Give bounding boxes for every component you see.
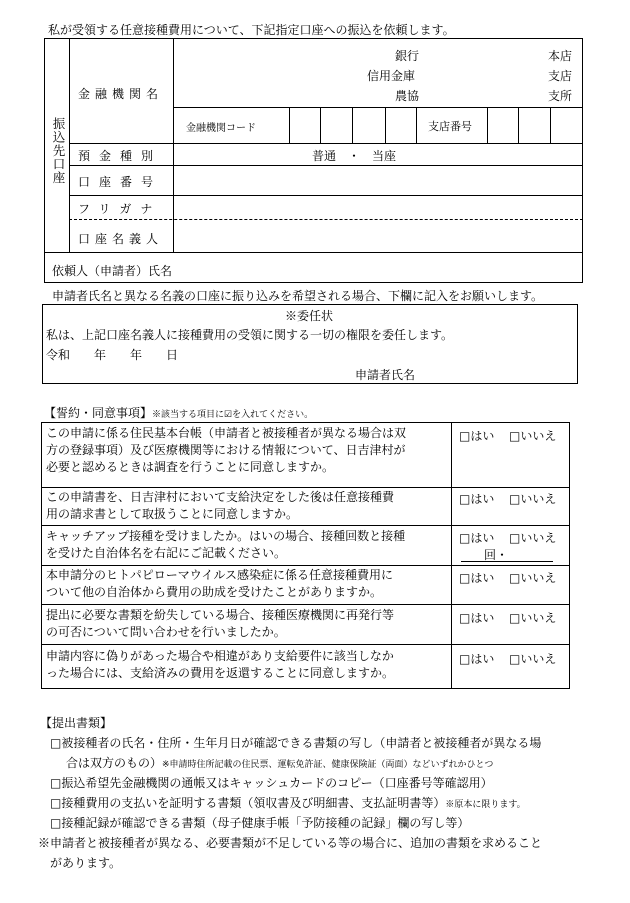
- pledge-row-4-text: 本申請分のヒトパピローマウイルス感染症に係る任意接種費用に ついて他の自治体から費用の助成を受けたことがありますか。: [46, 568, 394, 599]
- account-type-label: 預金種別: [78, 149, 163, 163]
- institution-label: 金融機関名: [78, 87, 164, 101]
- pledge-row-5-no-checkbox[interactable]: □いいえ: [509, 611, 557, 625]
- bank-suffix-agri: 農協: [395, 89, 420, 103]
- pledge-row-5-text: 提出に必要な書類を紛失している場合、接種医療機関に再発行等 の可否について問い合わせを行いましたか。: [46, 608, 395, 639]
- institution-code-label: 金融機関コード: [186, 123, 256, 134]
- branch-suffix-branch: 支店: [548, 69, 573, 83]
- pledge-row-4-no-checkbox[interactable]: □いいえ: [509, 571, 557, 585]
- documents-footnote-cont: があります。: [50, 856, 122, 870]
- branch-suffix-main: 本店: [548, 49, 573, 63]
- bank-side-label: 振込先口座: [51, 117, 66, 185]
- branch-suffix-office: 支所: [548, 89, 573, 103]
- account-holder-label: 口座名義人: [78, 232, 164, 246]
- document-item-4[interactable]: □接種記録が確認できる書類（母子健康手帳「予防接種の記録」欄の写し等）: [50, 816, 470, 830]
- requester-label: 依頼人（申請者）氏名: [52, 264, 173, 278]
- account-number-label: 口座番号: [78, 175, 163, 189]
- document-item-3[interactable]: □接種費用の支払いを証明する書類（領収書及び明細書、支払証明書等）※原本に限ります。: [50, 796, 526, 810]
- furigana-label: フリガナ: [78, 202, 162, 216]
- bank-suffix-credit-union: 信用金庫: [367, 69, 416, 83]
- pledge-row-6-yes-checkbox[interactable]: □はい: [459, 652, 495, 666]
- delegation-title: ※委任状: [285, 309, 334, 323]
- delegation-signature-label: 申請者氏名: [355, 368, 416, 382]
- bank-suffix-bank: 銀行: [395, 49, 420, 63]
- pledge-row-1-no-checkbox[interactable]: □いいえ: [509, 429, 557, 443]
- document-item-1[interactable]: □被接種者の氏名・住所・生年月日が確認できる書類の写し（申請者と被接種者が異なる場: [50, 736, 542, 750]
- pledge-row-6-no-checkbox[interactable]: □いいえ: [509, 652, 557, 666]
- delegation-note: 申請者氏名と異なる名義の口座に振り込みを希望される場合、下欄に記入をお願いします。: [52, 289, 544, 303]
- pledge-row-3-count-field[interactable]: 回・: [484, 548, 509, 562]
- branch-code-label: 支店番号: [428, 120, 472, 133]
- pledge-note: ※該当する項目に☑を入れてください。: [152, 410, 314, 420]
- pledge-title: 【誓約・同意事項】: [44, 406, 153, 420]
- pledge-row-3-text: キャッチアップ接種を受けましたか。はいの場合、接種回数と接種 を受けた自治体名を右記にご記載ください。: [46, 529, 406, 560]
- pledge-row-2-text: この申請書を、日吉津村において支給決定をした後は任意接種費 用の請求書として取扱うことに同意しますか。: [46, 490, 395, 521]
- pledge-row-1-yes-checkbox[interactable]: □はい: [459, 429, 495, 443]
- pledge-row-6-text: 申請内容に偽りがあった場合や相違があり支給要件に該当しなか った場合には、支給済みの費用を返還することに同意しますか。: [46, 649, 395, 680]
- document-item-2[interactable]: □振込希望先金融機関の通帳又はキャッシュカードのコピー（口座番号等確認用）: [50, 776, 493, 790]
- pledge-row-2-no-checkbox[interactable]: □いいえ: [509, 492, 557, 506]
- pledge-row-5-yes-checkbox[interactable]: □はい: [459, 611, 495, 625]
- pledge-row-3-no-checkbox[interactable]: □いいえ: [509, 531, 557, 545]
- documents-footnote: ※申請者と被接種者が異なる、必要書類が不足している等の場合に、追加の書類を求めること: [38, 836, 543, 850]
- pledge-row-3-yes-checkbox[interactable]: □はい: [459, 531, 495, 545]
- delegation-body: 私は、上記口座名義人に接種費用の受領に関する一切の権限を委任します。: [46, 328, 454, 342]
- document-item-1-cont: 合は双方のもの）※申請時住所記載の住民票、運転免許証、健康保険証（両面）などいずれかひとつ: [66, 756, 494, 770]
- pledge-row-4-yes-checkbox[interactable]: □はい: [459, 571, 495, 585]
- account-type-options: 普通 ・ 当座: [312, 149, 397, 163]
- documents-title: 【提出書類】: [40, 716, 113, 730]
- pledge-row-1-text: この申請に係る住民基本台帳（申請者と被接種者が異なる場合は双 方の登録事項）及び医療機関等における情報について、日吉津村が 必要と認めるときは調査を行うことに同意しますか。: [46, 426, 407, 474]
- pledge-row-2-yes-checkbox[interactable]: □はい: [459, 492, 495, 506]
- intro-text: 私が受領する任意接種費用について、下記指定口座への振込を依頼します。: [48, 23, 455, 37]
- delegation-date: 令和 年 年 日: [46, 348, 179, 362]
